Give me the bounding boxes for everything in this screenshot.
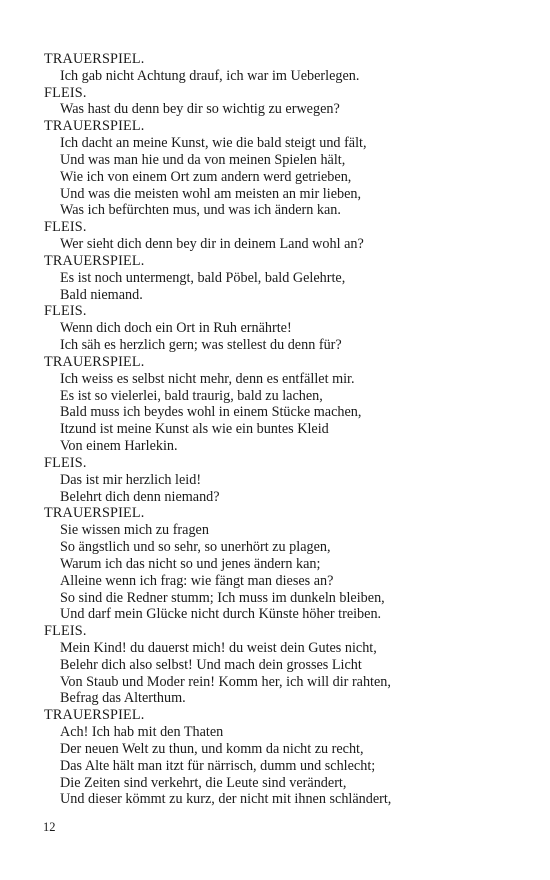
verse-line: Es ist noch untermengt, bald Pöbel, bald Gelehrte, [60,269,346,286]
verse-line: Die Zeiten sind verkehrt, die Leute sind verändert, [60,774,347,791]
verse-line: Das Alte hält man itzt für närrisch, dumm und schlecht; [60,757,376,774]
page-number: 12 [43,820,56,834]
speaker-name: TRAUERSPIEL. [44,707,145,724]
verse-line: Alleine wenn ich frag: wie fängt man dieses an? [60,572,334,589]
verse-line: Wenn dich doch ein Ort in Ruh ernährte! [60,320,292,337]
speaker-name: FLEIS. [44,303,87,320]
verse-line: Itzund ist meine Kunst als wie ein buntes Kleid [60,421,329,438]
verse-line: Wer sieht dich denn bey dir in deinem Land wohl an? [60,236,364,253]
speaker-name: TRAUERSPIEL. [44,505,145,522]
verse-line: Von einem Harlekin. [60,438,178,455]
verse-line: Was ich befürchten mus, und was ich ändern kan. [60,202,341,219]
verse-line: Und darf mein Glücke nicht durch Künste höher treiben. [60,606,382,623]
verse-line: Ich weiss es selbst nicht mehr, denn es entfället mir. [60,370,355,387]
speaker-name: TRAUERSPIEL. [44,118,145,135]
speaker-name: FLEIS. [44,219,87,236]
verse-line: Ich säh es herzlich gern; was stellest du denn für? [60,337,342,354]
verse-line: Der neuen Welt zu thun, und komm da nicht zu recht, [60,740,364,757]
speaker-name: FLEIS. [44,623,87,640]
verse-line: Von Staub und Moder rein! Komm her, ich will dir rahten, [60,673,391,690]
verse-line: Belehr dich also selbst! Und mach dein grosses Licht [60,656,362,673]
verse-line: Belehrt dich denn niemand? [60,488,220,505]
verse-line: Sie wissen mich zu fragen [60,522,209,539]
speaker-name: FLEIS. [44,84,87,101]
verse-line: So ängstlich und so sehr, so unerhört zu plagen, [60,539,331,556]
verse-line: Und dieser kömmt zu kurz, der nicht mit ihnen schländert, [60,791,392,808]
verse-line: Befrag das Alterthum. [60,690,186,707]
speaker-name: FLEIS. [44,454,87,471]
verse-line: Was hast du denn bey dir so wichtig zu erwegen? [60,101,340,118]
verse-line: Ach! Ich hab mit den Thaten [60,724,224,741]
verse-line: Ich gab nicht Achtung drauf, ich war im Ueberlegen. [60,67,360,84]
speaker-name: TRAUERSPIEL. [44,51,145,67]
verse-line: Mein Kind! du dauerst mich! du weist dein Gutes nicht, [60,639,377,656]
verse-line: So sind die Redner stumm; Ich muss im dunkeln bleiben, [60,589,385,606]
verse-line: Und was man hie und da von meinen Spielen hält, [60,151,346,168]
verse-line: Und was die meisten wohl am meisten an mir lieben, [60,185,362,202]
speaker-name: TRAUERSPIEL. [44,353,145,370]
verse-line: Warum ich das nicht so und jenes ändern kan; [60,555,321,572]
verse-line: Es ist so vielerlei, bald traurig, bald zu lachen, [60,387,323,404]
verse-line: Ich dacht an meine Kunst, wie die bald steigt und fält, [60,135,367,152]
verse-line: Wie ich von einem Ort zum andern werd getrieben, [60,168,352,185]
verse-line: Bald niemand. [60,286,143,303]
verse-line: Bald muss ich beydes wohl in einem Stücke machen, [60,404,362,421]
speaker-name: TRAUERSPIEL. [44,252,145,269]
play-text [44,51,514,808]
verse-line: Das ist mir herzlich leid! [60,471,202,488]
